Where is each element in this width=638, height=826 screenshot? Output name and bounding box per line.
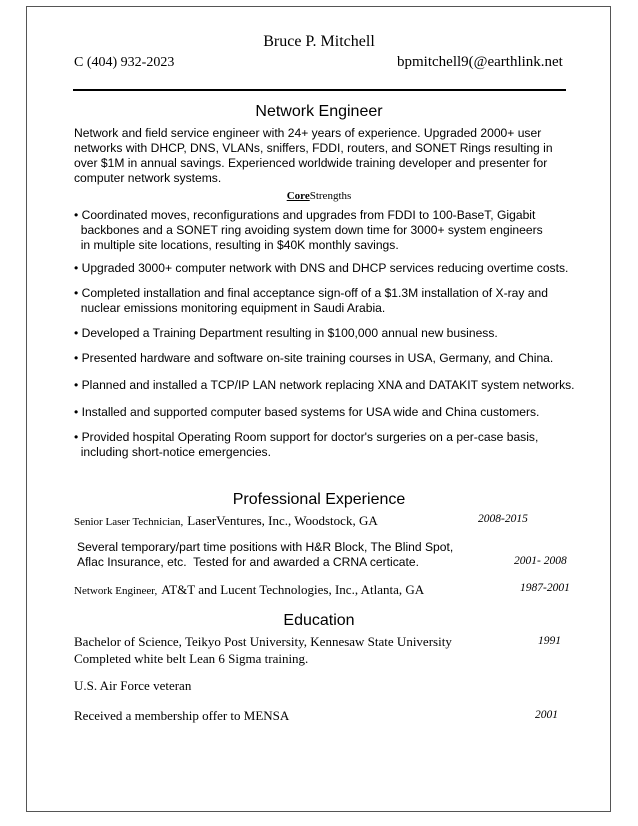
email-address: bpmitchell9(@earthlink.net — [397, 54, 563, 70]
job-1-org: LaserVentures, Inc., Woodstock, GA — [187, 513, 378, 528]
strengths-label: Strengths — [309, 190, 352, 202]
veteran-status: U.S. Air Force veteran — [74, 678, 192, 693]
mensa-offer: Received a membership offer to MENSA — [74, 708, 290, 723]
bullet-item: • Completed installation and final acceptance sign-off of a $1.3M installation of X-ray and nuclear emissions monitoring equipment in Saudi Arabia. — [74, 286, 548, 315]
bullet-item: • Developed a Training Department resulting in $100,000 annual new business. — [74, 326, 498, 340]
bullet-item: • Presented hardware and software on-site training courses in USA, Germany, and China. — [74, 351, 554, 365]
core-label: Core — [286, 190, 310, 202]
job-2-description: Several temporary/part time positions with H&R Block, The Blind Spot, Aflac Insurance, etc. Tested for and awarded a CRNA certicate. — [77, 540, 454, 569]
header-divider — [73, 89, 566, 91]
job-3 — [74, 581, 424, 599]
bullet-item: • Planned and installed a TCP/IP LAN network replacing XNA and DATAKIT system networks. — [74, 378, 575, 392]
candidate-name: Bruce P. Mitchell — [263, 33, 375, 50]
mensa-year: 2001 — [535, 709, 558, 721]
job-1-title: Senior Laser Technician, — [74, 516, 184, 528]
job-3-dates: 1987-2001 — [520, 582, 570, 594]
job-3-title: Network Engineer, — [74, 585, 158, 597]
education-heading: Education — [283, 612, 355, 629]
bullet-item: • Provided hospital Operating Room support for doctor's surgeries on a per-case basis, including short-notice emergencies. — [74, 430, 539, 459]
job-1-dates: 2008-2015 — [478, 513, 528, 525]
degree: Bachelor of Science, Teikyo Post University, Kennesaw State University — [74, 634, 452, 649]
bullet-item: • Upgraded 3000+ computer network with DNS and DHCP services reducing overtime costs. — [74, 261, 569, 275]
headline: Network Engineer — [255, 103, 383, 120]
summary-paragraph: Network and field service engineer with 24+ years of experience. Upgraded 2000+ user networks with DHCP, DNS, VLANs, sniffers, FDDI, routers, and SONET Rings resulting in over $1M in annual savings. Experienced worldwide training developer and presenter for computer network systems. — [74, 126, 553, 185]
core-strengths-heading — [0, 190, 638, 202]
experience-heading: Professional Experience — [232, 491, 406, 508]
bullet-item: • Installed and supported computer based systems for USA wide and China customers. — [74, 405, 540, 419]
job-1 — [74, 512, 378, 530]
degree-year: 1991 — [538, 635, 561, 647]
job-2-dates: 2001- 2008 — [514, 555, 567, 567]
phone-number: C (404) 932-2023 — [74, 55, 175, 70]
lean-training: Completed white belt Lean 6 Sigma training. — [74, 651, 309, 666]
bullet-item: • Coordinated moves, reconfigurations and upgrades from FDDI to 100-BaseT, Gigabit backbones and a SONET ring avoiding system down time for 3000+ system engineers in multiple site locations, resulting in $40K monthly savings. — [74, 208, 543, 252]
job-3-org: AT&T and Lucent Technologies, Inc., Atlanta, GA — [161, 582, 425, 597]
